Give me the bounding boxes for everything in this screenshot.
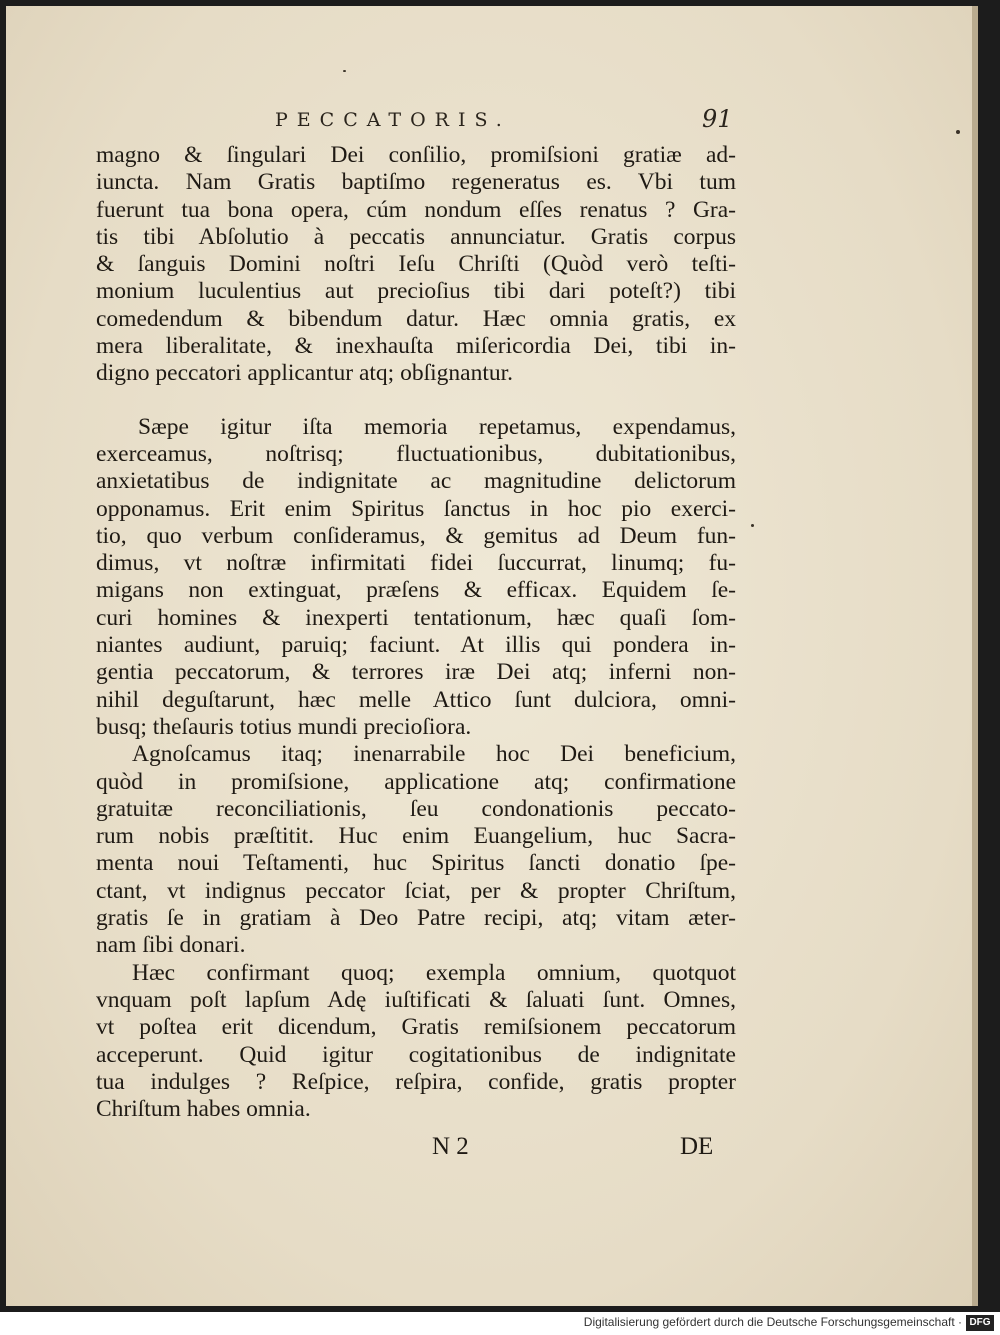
text-line: comedendum & bibendum datur. Hæc omnia gratis, ex xyxy=(96,305,736,332)
text-line: magno & ſingulari Dei conſilio, promiſsioni gratiæ ad- xyxy=(96,142,736,168)
text-line: busq; theſauris totius mundi precioſiora. xyxy=(96,713,472,740)
footer-bar xyxy=(0,1312,1000,1335)
text-line: tis tibi Abſolutio à peccatis annunciatur. Gratis corpus xyxy=(96,223,736,250)
text-line: rum nobis præſtitit. Huc enim Euangelium, huc Sacra- xyxy=(96,823,736,850)
text-line: ctant, vt indignus peccator ſciat, per & propter Chriſtum, xyxy=(96,877,736,904)
text-line: fuerunt tua bona opera, cúm nondum eſſes renatus ? Gra- xyxy=(96,196,736,223)
text-line: tio, quo verbum conſideramus, & gemitus ad Deum fun- xyxy=(96,522,736,549)
text-line: tua indulges ? Reſpice, reſpira, confide, gratis propter xyxy=(96,1068,736,1095)
running-head-title: PECCATORIS. xyxy=(275,109,511,131)
text-line: mera liberalitate, & inexhauſta miſericordia Dei, tibi in- xyxy=(96,333,736,360)
ink-speck xyxy=(956,130,960,134)
text-line: Chriſtum habes omnia. xyxy=(96,1096,311,1123)
text-line: monium luculentius aut precioſius tibi dari poteſt?) tibi xyxy=(96,278,736,305)
text-line: gratuitæ reconciliationis, ſeu condonationis peccato- xyxy=(96,795,736,822)
text-line: quòd in promiſsione, applicatione atq; confirmatione xyxy=(96,768,736,795)
running-head xyxy=(90,105,740,139)
text-line: nihil deguſtarunt, hæc melle Attico ſunt dulciora, omni- xyxy=(96,686,736,713)
ink-speck xyxy=(343,70,346,72)
text-line: dimus, vt noſtræ infirmitati fidei ſuccurrat, linumq; fu- xyxy=(96,550,736,577)
signature-mark: N 2 xyxy=(432,1133,469,1160)
text-line: niantes audiunt, paruiq; faciunt. At illis qui pondera in- xyxy=(96,632,736,659)
text-line: menta noui Teſtamenti, huc Spiritus ſancti donatio ſpe- xyxy=(96,850,736,877)
paragraph-3 xyxy=(96,741,736,959)
ink-speck xyxy=(751,524,754,527)
body-text xyxy=(96,142,736,1123)
text-line: vt poſtea erit dicendum, Gratis remiſsionem peccatorum xyxy=(96,1014,736,1041)
text-line: gratis ſe in gratiam à Deo Patre recipi, atq; vitam æter- xyxy=(96,905,736,932)
catchword: DE xyxy=(680,1133,714,1160)
text-line: migans non extinguat, præſens & efficax. Equidem ſe- xyxy=(96,577,736,604)
paragraph-1 xyxy=(96,142,736,388)
text-line: Agnoſcamus itaq; inenarrabile hoc Dei beneficium, xyxy=(132,741,736,768)
paragraph-2 xyxy=(96,414,736,742)
text-line: nam ſibi donari. xyxy=(96,932,246,959)
text-line: curi homines & inexperti tentationum, hæc quaſi ſom- xyxy=(96,604,736,631)
text-line: Sæpe igitur iſta memoria repetamus, expendamus, xyxy=(138,413,736,440)
paragraph-gap xyxy=(96,388,736,414)
text-line: anxietatibus de indignitate ac magnitudine delictorum xyxy=(96,468,736,495)
page-number: 91 xyxy=(702,105,733,133)
paragraph-4 xyxy=(96,960,736,1124)
text-line: gentia peccatorum, & terrores iræ Dei atq; inferni non- xyxy=(96,659,736,686)
text-line: iuncta. Nam Gratis baptiſmo regeneratus es. Vbi tum xyxy=(96,169,736,196)
text-line: exerceamus, noſtrisq; fluctuationibus, dubitationibus, xyxy=(96,440,736,467)
text-line: vnquam poſt lapſum Adę iuſtificati & ſaluati ſunt. Omnes, xyxy=(96,986,736,1013)
text-line: Hæc confirmant quoq; exempla omnium, quotquot xyxy=(132,959,736,986)
funding-notice: Digitalisierung gefördert durch die Deutsche Forschungsgemeinschaft · xyxy=(583,1315,962,1329)
text-line: opponamus. Erit enim Spiritus ſanctus in hoc pio exerci- xyxy=(96,495,736,522)
text-line: & ſanguis Domini noſtri Ieſu Chriſti (Quòd verò teſti- xyxy=(96,251,736,278)
text-line: acceperunt. Quid igitur cogitationibus de indignitate xyxy=(96,1041,736,1068)
page-edge xyxy=(972,6,978,1306)
dfg-logo: DFG xyxy=(966,1315,994,1331)
text-line: digno peccatori applicantur atq; obſignantur. xyxy=(96,360,513,387)
